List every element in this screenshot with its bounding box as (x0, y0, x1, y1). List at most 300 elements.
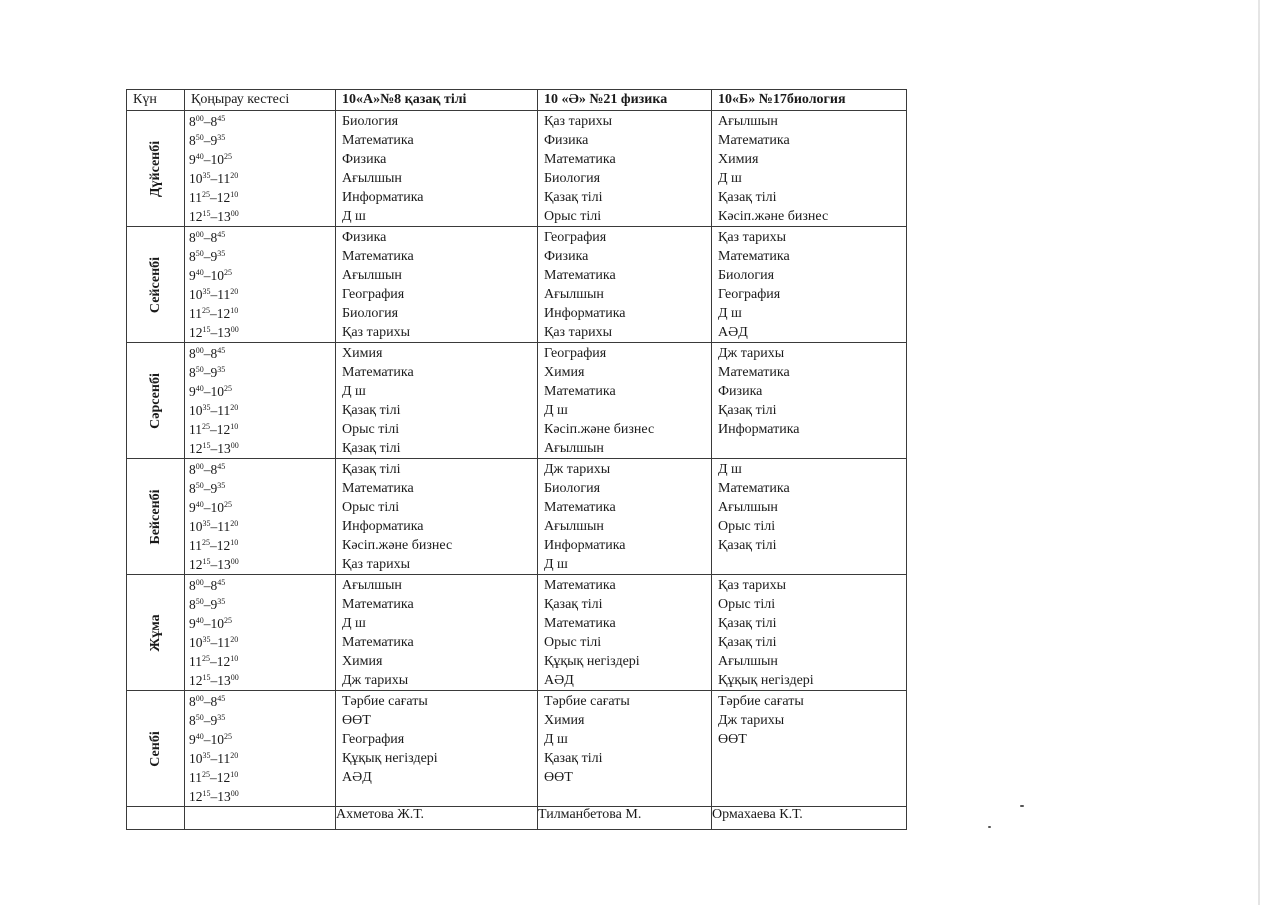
day-row (127, 343, 907, 459)
bell-end-minute: 00 (230, 209, 239, 218)
bell-end-minute: 10 (230, 770, 239, 779)
bell-time: $9^{40}-10^{25}$ (189, 616, 232, 631)
bell-end-minute: 35 (217, 713, 226, 722)
bell-end-minute: 10 (230, 654, 239, 663)
subject: Математика (342, 481, 414, 496)
subjects-cell-b (538, 111, 712, 227)
bell-start-hour: 8 (189, 230, 196, 245)
bell-end-hour: 8 (210, 578, 218, 593)
subjects-cell-a (336, 227, 538, 343)
subject: Қаз тарихы (544, 325, 612, 340)
bell-end-hour: 10 (210, 732, 224, 747)
bell-time: $8^{00}-8^{45}$ (189, 462, 226, 477)
bell-end-minute: 25 (224, 616, 232, 625)
bell-start-minute: 00 (195, 694, 204, 703)
subject: Биология (544, 171, 601, 186)
bell-time: $11^{25}-12^{10}$ (189, 654, 239, 669)
subject: Дж тарихы (718, 713, 785, 728)
subject: Математика (718, 481, 790, 496)
bell-start-hour: 8 (189, 481, 196, 496)
subject: Ағылшын (718, 114, 778, 129)
subject: Ағылшын (544, 287, 604, 302)
bell-time: $8^{00}-8^{45}$ (189, 114, 226, 129)
bell-start-hour: 8 (189, 694, 196, 709)
bell-end-hour: 9 (210, 597, 218, 612)
bell-end-minute: 20 (230, 519, 239, 528)
bell-list (185, 575, 335, 690)
subject: Орыс тілі (342, 500, 400, 515)
bell-start-hour: 8 (189, 249, 196, 264)
bell-end-hour: 13 (217, 441, 231, 456)
subject: Биология (718, 268, 775, 283)
scan-speck (1020, 805, 1024, 807)
subject: Д ш (544, 557, 568, 572)
subject: География (718, 287, 781, 302)
teacher-10b: Ормахаева К.Т. (712, 807, 907, 830)
bell-time: $12^{15}-13^{00}$ (189, 673, 239, 688)
subject: Биология (342, 306, 399, 321)
subject: Қаз тарихы (718, 578, 786, 593)
schedule-table (126, 89, 907, 830)
bell-start-minute: 35 (202, 287, 211, 296)
bell-time: $8^{50}-9^{35}$ (189, 481, 226, 496)
subjects-cell-a (336, 343, 538, 459)
bell-time: $8^{00}-8^{45}$ (189, 346, 226, 361)
day-row (127, 459, 907, 575)
subject: Қазақ тілі (544, 597, 603, 612)
day-row (127, 691, 907, 807)
bell-end-minute: 45 (217, 230, 226, 239)
bell-start-hour: 9 (189, 616, 196, 631)
subject: Д ш (342, 209, 366, 224)
bell-start-hour: 10 (189, 635, 203, 650)
day-cell (127, 459, 185, 575)
bell-start-hour: 12 (189, 789, 203, 804)
subject: Құқық негіздері (544, 654, 640, 669)
bell-end-minute: 20 (230, 171, 239, 180)
bell-start-minute: 50 (195, 481, 204, 490)
header-class-10b: 10«Б» №17биология (712, 90, 907, 111)
bell-end-minute: 00 (230, 789, 239, 798)
bell-start-minute: 00 (195, 230, 204, 239)
subject: Математика (342, 249, 414, 264)
bell-time: $8^{50}-9^{35}$ (189, 597, 226, 612)
subject: Физика (544, 249, 589, 264)
subject-list (538, 227, 711, 342)
bell-start-minute: 15 (202, 209, 211, 218)
subjects-cell-b (538, 227, 712, 343)
bell-end-minute: 35 (217, 597, 226, 606)
subject: Математика (718, 133, 790, 148)
day-cell (127, 691, 185, 807)
subject: Химия (342, 346, 383, 361)
subject-list (538, 111, 711, 226)
subject: Математика (544, 616, 616, 631)
bell-start-hour: 9 (189, 268, 196, 283)
bell-start-hour: 12 (189, 325, 203, 340)
subject: Ағылшын (342, 171, 402, 186)
bell-start-minute: 15 (202, 441, 211, 450)
bell-start-hour: 9 (189, 152, 196, 167)
subject: Математика (718, 365, 790, 380)
bell-start-hour: 12 (189, 673, 203, 688)
teacher-10ae: Тилманбетова М. (538, 807, 712, 830)
bell-end-minute: 45 (217, 346, 226, 355)
day-row (127, 575, 907, 691)
bell-start-hour: 12 (189, 557, 203, 572)
subject-list (538, 575, 711, 690)
subject: Ағылшын (718, 500, 778, 515)
bell-start-minute: 40 (195, 500, 204, 509)
bell-list (185, 111, 335, 226)
subject-list (712, 575, 906, 690)
subject: Информатика (544, 538, 626, 553)
bell-start-minute: 00 (195, 346, 204, 355)
subjects-cell-c (712, 459, 907, 575)
bell-end-minute: 00 (230, 325, 239, 334)
scan-edge (1258, 0, 1260, 905)
bell-start-minute: 15 (202, 557, 211, 566)
subject: Математика (718, 249, 790, 264)
bell-start-hour: 8 (189, 578, 196, 593)
bell-end-minute: 10 (230, 306, 239, 315)
subject: Ағылшын (544, 441, 604, 456)
header-row (127, 90, 907, 111)
bell-end-hour: 12 (216, 190, 231, 205)
bell-time: $8^{00}-8^{45}$ (189, 694, 226, 709)
bell-start-hour: 10 (189, 403, 203, 418)
bell-start-hour: 11 (189, 538, 202, 553)
subject: Д ш (342, 384, 366, 399)
empty-cell (185, 807, 336, 830)
bell-cell (185, 111, 336, 227)
subject: Тәрбие сағаты (544, 694, 630, 709)
subject: Химия (342, 654, 383, 669)
bell-end-hour: 11 (217, 519, 231, 534)
subjects-cell-c (712, 227, 907, 343)
bell-time: $8^{50}-9^{35}$ (189, 133, 226, 148)
subject-list (712, 111, 906, 226)
bell-end-minute: 25 (224, 500, 232, 509)
bell-end-hour: 12 (216, 538, 231, 553)
bell-start-minute: 35 (202, 171, 211, 180)
day-name: Сейсенбі (147, 256, 163, 313)
subject: Қазақ тілі (342, 403, 401, 418)
subject: АӘД (718, 325, 748, 340)
teacher-10a: Ахметова Ж.Т. (336, 807, 538, 830)
bell-time: $12^{15}-13^{00}$ (189, 441, 239, 456)
bell-end-minute: 35 (217, 249, 226, 258)
subject-list (712, 459, 906, 555)
bell-list (185, 691, 335, 806)
bell-end-hour: 13 (217, 673, 231, 688)
subjects-cell-c (712, 111, 907, 227)
bell-end-hour: 8 (210, 114, 218, 129)
subject: ӨӨТ (342, 713, 371, 728)
subject: Қазақ тілі (718, 190, 777, 205)
subject: Қазақ тілі (544, 190, 603, 205)
scan-speck (988, 826, 991, 828)
bell-list (185, 343, 335, 458)
subject-list (538, 691, 711, 787)
bell-end-hour: 13 (217, 209, 231, 224)
bell-start-hour: 10 (189, 287, 203, 302)
bell-end-hour: 11 (217, 635, 231, 650)
subject: Орыс тілі (718, 519, 776, 534)
subject: Орыс тілі (544, 635, 602, 650)
bell-start-minute: 25 (202, 654, 210, 663)
bell-end-hour: 12 (216, 654, 231, 669)
subject: Биология (342, 114, 399, 129)
bell-cell (185, 459, 336, 575)
subject: Математика (544, 384, 616, 399)
subject: Қаз тарихы (544, 114, 612, 129)
bell-start-minute: 35 (202, 635, 211, 644)
subject: Қазақ тілі (342, 462, 401, 477)
subject: Дж тарихы (342, 673, 409, 688)
subject: Д ш (544, 403, 568, 418)
subject: География (544, 346, 607, 361)
bell-start-minute: 40 (195, 732, 204, 741)
bell-start-minute: 00 (195, 462, 204, 471)
subject: Математика (342, 365, 414, 380)
bell-start-minute: 25 (202, 190, 210, 199)
bell-end-minute: 10 (230, 422, 239, 431)
bell-end-minute: 25 (224, 384, 232, 393)
bell-time: $9^{40}-10^{25}$ (189, 152, 232, 167)
bell-end-hour: 12 (216, 422, 231, 437)
bell-time: $10^{35}-11^{20}$ (189, 171, 239, 186)
bell-start-minute: 40 (195, 268, 204, 277)
subject: Математика (342, 133, 414, 148)
bell-time: $9^{40}-10^{25}$ (189, 384, 232, 399)
bell-end-hour: 8 (210, 462, 218, 477)
header-class-10ae: 10 «Ә» №21 физика (538, 90, 712, 111)
subjects-cell-b (538, 459, 712, 575)
bell-time: $8^{00}-8^{45}$ (189, 578, 226, 593)
subject: Қазақ тілі (718, 635, 777, 650)
subject: Физика (544, 133, 589, 148)
subject: Ағылшын (544, 519, 604, 534)
subject: Қазақ тілі (718, 403, 777, 418)
bell-time: $11^{25}-12^{10}$ (189, 422, 239, 437)
day-name: Сенбі (147, 730, 163, 767)
bell-time: $9^{40}-10^{25}$ (189, 500, 232, 515)
bell-cell (185, 227, 336, 343)
subject: Қаз тарихы (342, 325, 410, 340)
bell-start-hour: 11 (189, 190, 202, 205)
bell-end-minute: 20 (230, 287, 239, 296)
bell-end-minute: 20 (230, 751, 239, 760)
subject: Құқық негіздері (342, 751, 438, 766)
bell-start-hour: 8 (189, 713, 196, 728)
header-class-10a: 10«А»№8 қазақ тілі (336, 90, 538, 111)
bell-start-minute: 50 (195, 365, 204, 374)
subject-list (538, 459, 711, 574)
day-cell (127, 575, 185, 691)
bell-start-minute: 25 (202, 770, 210, 779)
bell-end-hour: 13 (217, 557, 231, 572)
bell-start-minute: 50 (195, 713, 204, 722)
subject: Математика (342, 635, 414, 650)
subject-list (712, 227, 906, 342)
bell-list (185, 227, 335, 342)
bell-start-hour: 11 (189, 306, 202, 321)
subject: Қаз тарихы (342, 557, 410, 572)
subject: Биология (544, 481, 601, 496)
bell-end-hour: 8 (210, 230, 218, 245)
subject: Орыс тілі (718, 597, 776, 612)
bell-end-hour: 10 (210, 384, 224, 399)
bell-end-hour: 10 (210, 268, 224, 283)
bell-time: $8^{00}-8^{45}$ (189, 230, 226, 245)
subject-list (336, 343, 537, 458)
subject: Химия (718, 152, 759, 167)
subject: Орыс тілі (342, 422, 400, 437)
bell-end-minute: 45 (217, 694, 226, 703)
bell-end-hour: 11 (217, 751, 231, 766)
subject: Математика (544, 500, 616, 515)
bell-time: $12^{15}-13^{00}$ (189, 789, 239, 804)
subject: ӨӨТ (718, 732, 747, 747)
bell-start-minute: 15 (202, 789, 211, 798)
subject: Дж тарихы (544, 462, 611, 477)
bell-time: $12^{15}-13^{00}$ (189, 557, 239, 572)
bell-end-hour: 10 (210, 500, 224, 515)
bell-end-hour: 9 (210, 365, 218, 380)
bell-start-hour: 10 (189, 171, 203, 186)
bell-time: $11^{25}-12^{10}$ (189, 190, 239, 205)
bell-start-hour: 11 (189, 422, 202, 437)
bell-end-minute: 00 (230, 557, 239, 566)
subject-list (712, 691, 906, 749)
subject: Математика (544, 578, 616, 593)
bell-end-minute: 20 (230, 403, 239, 412)
subject: Қазақ тілі (718, 538, 777, 553)
subject: Д ш (718, 171, 742, 186)
subject: Тәрбие сағаты (342, 694, 428, 709)
subject: Кәсіп.және бизнес (342, 538, 453, 553)
subject-list (712, 343, 906, 439)
bell-time: $10^{35}-11^{20}$ (189, 287, 239, 302)
bell-end-hour: 12 (216, 770, 231, 785)
subject: Құқық негіздері (718, 673, 814, 688)
subject: Қаз тарихы (718, 230, 786, 245)
bell-start-hour: 11 (189, 770, 202, 785)
subject: География (342, 732, 405, 747)
bell-end-hour: 11 (217, 171, 231, 186)
subject-list (336, 575, 537, 690)
subjects-cell-a (336, 575, 538, 691)
bell-start-hour: 9 (189, 732, 196, 747)
bell-time: $10^{35}-11^{20}$ (189, 635, 239, 650)
bell-end-minute: 35 (217, 133, 226, 142)
bell-end-hour: 8 (210, 694, 218, 709)
subject: Физика (342, 152, 387, 167)
bell-start-hour: 10 (189, 751, 203, 766)
bell-time: $8^{50}-9^{35}$ (189, 713, 226, 728)
subject: Ағылшын (718, 654, 778, 669)
bell-time: $9^{40}-10^{25}$ (189, 268, 232, 283)
bell-start-minute: 50 (195, 249, 204, 258)
bell-start-hour: 8 (189, 365, 196, 380)
subjects-cell-a (336, 459, 538, 575)
bell-start-minute: 00 (195, 114, 204, 123)
bell-end-minute: 10 (230, 538, 239, 547)
bell-end-minute: 00 (230, 673, 239, 682)
bell-start-minute: 15 (202, 673, 211, 682)
bell-start-minute: 40 (195, 384, 204, 393)
subject: География (544, 230, 607, 245)
bell-time: $12^{15}-13^{00}$ (189, 209, 239, 224)
day-name: Дүйсенбі (147, 140, 163, 197)
bell-end-minute: 00 (230, 441, 239, 450)
subject-list (336, 459, 537, 574)
bell-end-hour: 10 (210, 616, 224, 631)
bell-start-hour: 10 (189, 519, 203, 534)
bell-start-hour: 9 (189, 500, 196, 515)
subject-list (336, 111, 537, 226)
teacher-row (127, 807, 907, 830)
bell-start-hour: 12 (189, 441, 203, 456)
subject: Д ш (544, 732, 568, 747)
subject: Ағылшын (342, 578, 402, 593)
bell-time: $10^{35}-11^{20}$ (189, 519, 239, 534)
bell-start-minute: 40 (195, 152, 204, 161)
subject-list (336, 227, 537, 342)
bell-start-minute: 25 (202, 538, 210, 547)
day-row (127, 111, 907, 227)
subject: Қазақ тілі (544, 751, 603, 766)
subject: Кәсіп.және бизнес (544, 422, 655, 437)
bell-end-hour: 9 (210, 249, 218, 264)
bell-end-minute: 35 (217, 481, 226, 490)
subject: Математика (544, 152, 616, 167)
bell-start-hour: 8 (189, 133, 196, 148)
bell-start-minute: 40 (195, 616, 204, 625)
bell-time: $11^{25}-12^{10}$ (189, 306, 239, 321)
subject: Химия (544, 365, 585, 380)
bell-end-minute: 25 (224, 152, 232, 161)
subject: Информатика (342, 519, 424, 534)
bell-start-hour: 12 (189, 209, 203, 224)
bell-start-hour: 8 (189, 597, 196, 612)
subject: Д ш (718, 306, 742, 321)
bell-time: $8^{50}-9^{35}$ (189, 249, 226, 264)
bell-end-hour: 12 (216, 306, 231, 321)
day-name: Жұма (147, 613, 163, 652)
subject: Физика (342, 230, 387, 245)
bell-start-hour: 8 (189, 462, 196, 477)
bell-cell (185, 575, 336, 691)
bell-end-hour: 13 (217, 325, 231, 340)
subjects-cell-c (712, 343, 907, 459)
subject: Химия (544, 713, 585, 728)
bell-cell (185, 343, 336, 459)
bell-end-hour: 8 (210, 346, 218, 361)
subject: Д ш (718, 462, 742, 477)
subject: Тәрбие сағаты (718, 694, 804, 709)
bell-start-minute: 35 (202, 751, 211, 760)
bell-end-minute: 45 (217, 578, 226, 587)
bell-time: $8^{50}-9^{35}$ (189, 365, 226, 380)
subject: Д ш (342, 616, 366, 631)
subject-list (336, 691, 537, 787)
subjects-cell-a (336, 691, 538, 807)
bell-time: $11^{25}-12^{10}$ (189, 770, 239, 785)
bell-start-minute: 35 (202, 403, 211, 412)
subject: АӘД (342, 770, 372, 785)
